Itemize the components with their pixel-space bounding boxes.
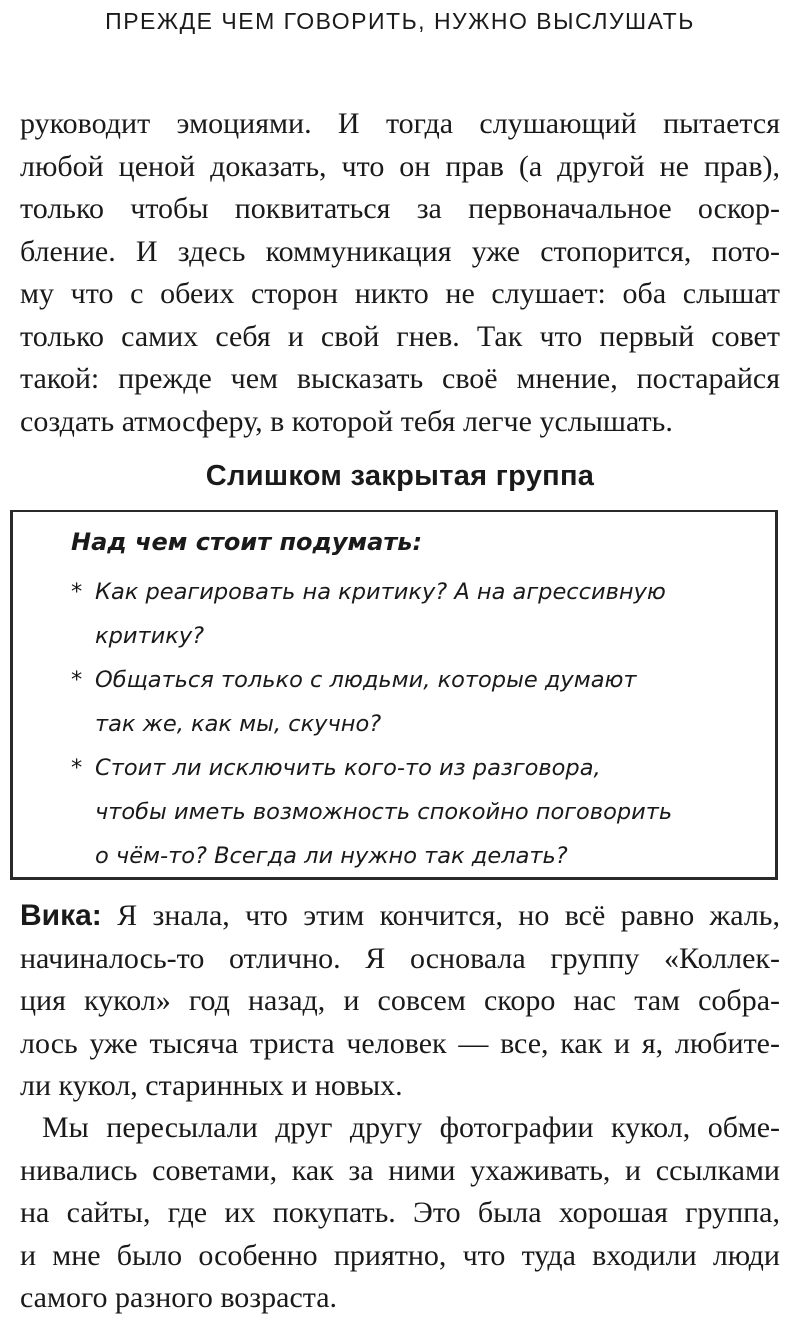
- text-line: Мы пересылали друг другу фотографии кукол, обме-: [42, 1111, 780, 1144]
- running-header: ПРЕЖДЕ ЧЕМ ГОВОРИТЬ, НУЖНО ВЫСЛУШАТЬ: [105, 8, 695, 34]
- text-line: любой ценой доказать, что он прав (а другой не прав),: [20, 149, 780, 183]
- list-item-continuation: критику?: [95, 623, 205, 649]
- text-line: [20, 895, 780, 938]
- list-item: [71, 658, 761, 702]
- list-item-continuation: о чём-то? Всегда ли нужно так делать?: [95, 843, 568, 869]
- text-line: и мне было особенно приятно, что туда входили люди: [20, 1238, 780, 1272]
- text-line: бление. И здесь коммуникация уже стопорится, пото-: [20, 234, 780, 268]
- text-line: лось уже тысяча триста человек — все, как и я, любите-: [20, 1026, 780, 1060]
- text-line: му что с обеих сторон никто не слушает: оба слышат: [20, 277, 780, 310]
- asterisk-bullet: *: [71, 579, 83, 605]
- text-line: создать атмосферу, в которой тебя легче услышать.: [20, 404, 673, 438]
- list-item-text: Общаться только с людьми, которые думают: [95, 667, 637, 693]
- text-line: на сайты, где их покупать. Это была хорошая группа,: [20, 1196, 780, 1229]
- story-paragraph-2: [20, 1107, 780, 1320]
- speaker-name: Вика:: [20, 899, 102, 932]
- list-item: [71, 746, 761, 790]
- asterisk-bullet: *: [71, 667, 83, 693]
- text-line: руководит эмоциями. И тогда слушающий пытается: [20, 107, 780, 140]
- text-line: самого разного возраста.: [20, 1281, 338, 1314]
- think-box: [10, 510, 778, 880]
- think-box-title: Над чем стоит подумать:: [71, 528, 423, 556]
- text-line: начиналось-то отлично. Я основала группу «Коллек-: [20, 941, 780, 975]
- speaker-text: Я знала, что этим кончится, но всё равно жаль,: [117, 899, 780, 932]
- text-line: только чтобы поквитаться за первоначальное оскор-: [20, 192, 780, 225]
- section-title: Слишком закрытая группа: [205, 460, 595, 492]
- text-line: такой: прежде чем высказать своё мнение, постарайся: [20, 362, 780, 395]
- text-line: нивались советами, как за ними ухаживать, и ссылками: [20, 1153, 780, 1187]
- text-line: ция кукол» год назад, и совсем скоро нас там собра-: [20, 984, 780, 1017]
- text-line: только самих себя и свой гнев. Так что первый совет: [20, 319, 780, 353]
- text-line: ли кукол, старинных и новых.: [20, 1069, 403, 1102]
- asterisk-bullet: *: [71, 755, 83, 781]
- list-item: [71, 570, 761, 614]
- list-item-text: Как реагировать на критику? А на агрессивную: [95, 579, 666, 605]
- story-paragraph-1: [20, 895, 780, 1108]
- top-paragraph: [20, 103, 780, 443]
- think-box-list: [71, 570, 761, 878]
- list-item-continuation: так же, как мы, скучно?: [95, 711, 382, 737]
- list-item-continuation: чтобы иметь возможность спокойно поговорить: [95, 799, 673, 825]
- list-item-text: Стоит ли исключить кого-то из разговора,: [95, 755, 601, 781]
